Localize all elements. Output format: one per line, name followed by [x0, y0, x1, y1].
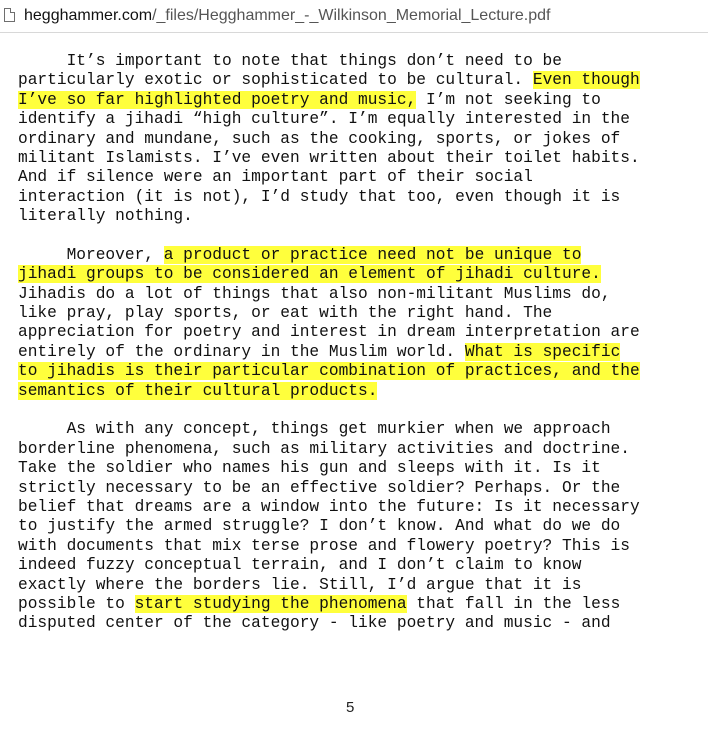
- text-line: appreciation for poetry and interest in dream interpretation are: [18, 323, 640, 342]
- text-line: [18, 91, 698, 110]
- highlight-segment: a product or practice need not be unique to: [163, 245, 582, 264]
- text-line: interaction (it is not), I’d study that too, even though it is: [18, 187, 621, 206]
- text-line: [18, 382, 698, 401]
- text-line: Take the soldier who names his gun and sleeps with it. Is it: [18, 459, 601, 478]
- text-line: borderline phenomena, such as military activities and doctrine.: [18, 439, 630, 458]
- text-line: [18, 71, 698, 90]
- text-line: indeed fuzzy conceptual terrain, and I don’t claim to know: [18, 556, 582, 575]
- text-line: [18, 362, 698, 381]
- text-segment: that fall in the less: [406, 594, 621, 613]
- text-line: ordinary and mundane, such as the cooking, sports, or jokes of: [18, 129, 621, 148]
- text-line: to justify the armed struggle? I don’t know. And what do we do: [18, 517, 621, 536]
- text-line: As with any concept, things get murkier when we approach: [18, 420, 611, 439]
- url-text[interactable]: [24, 6, 550, 26]
- text-line: strictly necessary to be an effective soldier? Perhaps. Or the: [18, 478, 621, 497]
- paragraph-2: [18, 246, 698, 401]
- page-icon: [4, 8, 15, 22]
- text-segment: particularly exotic or sophisticated to be cultural.: [18, 71, 533, 90]
- text-line: militant Islamists. I’ve even written about their toilet habits.: [18, 148, 640, 167]
- highlight-segment: I’ve so far highlighted poetry and music,: [18, 90, 417, 109]
- highlight-segment: semantics of their cultural products.: [18, 381, 378, 400]
- highlight-segment: start studying the phenomena: [134, 594, 407, 613]
- text-line: [18, 246, 698, 265]
- text-segment: I’m not seeking to: [416, 90, 601, 109]
- text-line: [18, 265, 698, 284]
- text-line: [18, 595, 698, 614]
- url-host: hegghammer.com: [24, 7, 153, 24]
- text-segment: possible to: [18, 594, 135, 613]
- text-line: with documents that mix terse prose and flowery poetry? This is: [18, 536, 630, 555]
- text-line: Jihadis do a lot of things that also non-militant Muslims do,: [18, 284, 611, 303]
- text-line: literally nothing.: [18, 207, 193, 226]
- text-line: disputed center of the category - like poetry and music - and: [18, 614, 611, 633]
- url-path: /_files/Hegghammer_-_Wilkinson_Memorial_Lecture.pdf: [152, 7, 551, 24]
- paragraph-3: [18, 420, 698, 633]
- text-line: exactly where the borders lie. Still, I’d argue that it is: [18, 575, 582, 594]
- paragraph-1: [18, 52, 698, 227]
- address-bar[interactable]: [0, 0, 708, 33]
- text-line: like pray, play sports, or eat with the right hand. The: [18, 304, 553, 323]
- text-line: It’s important to note that things don’t need to be: [18, 52, 562, 70]
- text-line: And if silence were an important part of their social: [18, 168, 533, 187]
- page-number: 5: [346, 699, 355, 716]
- text-line: [18, 343, 698, 362]
- text-line: belief that dreams are a window into the future: Is it necessary: [18, 497, 640, 516]
- highlight-segment: What is specific: [464, 342, 621, 361]
- text-line: identify a jihadi “high culture”. I’m equally interested in the: [18, 110, 630, 129]
- highlight-segment: Even though: [532, 71, 640, 90]
- highlight-segment: jihadi groups to be considered an element of jihadi culture.: [18, 265, 601, 284]
- text-segment: Moreover,: [18, 245, 164, 264]
- pdf-page-content: [18, 52, 698, 653]
- highlight-segment: to jihadis is their particular combination of practices, and the: [18, 362, 640, 381]
- text-segment: entirely of the ordinary in the Muslim world.: [18, 342, 465, 361]
